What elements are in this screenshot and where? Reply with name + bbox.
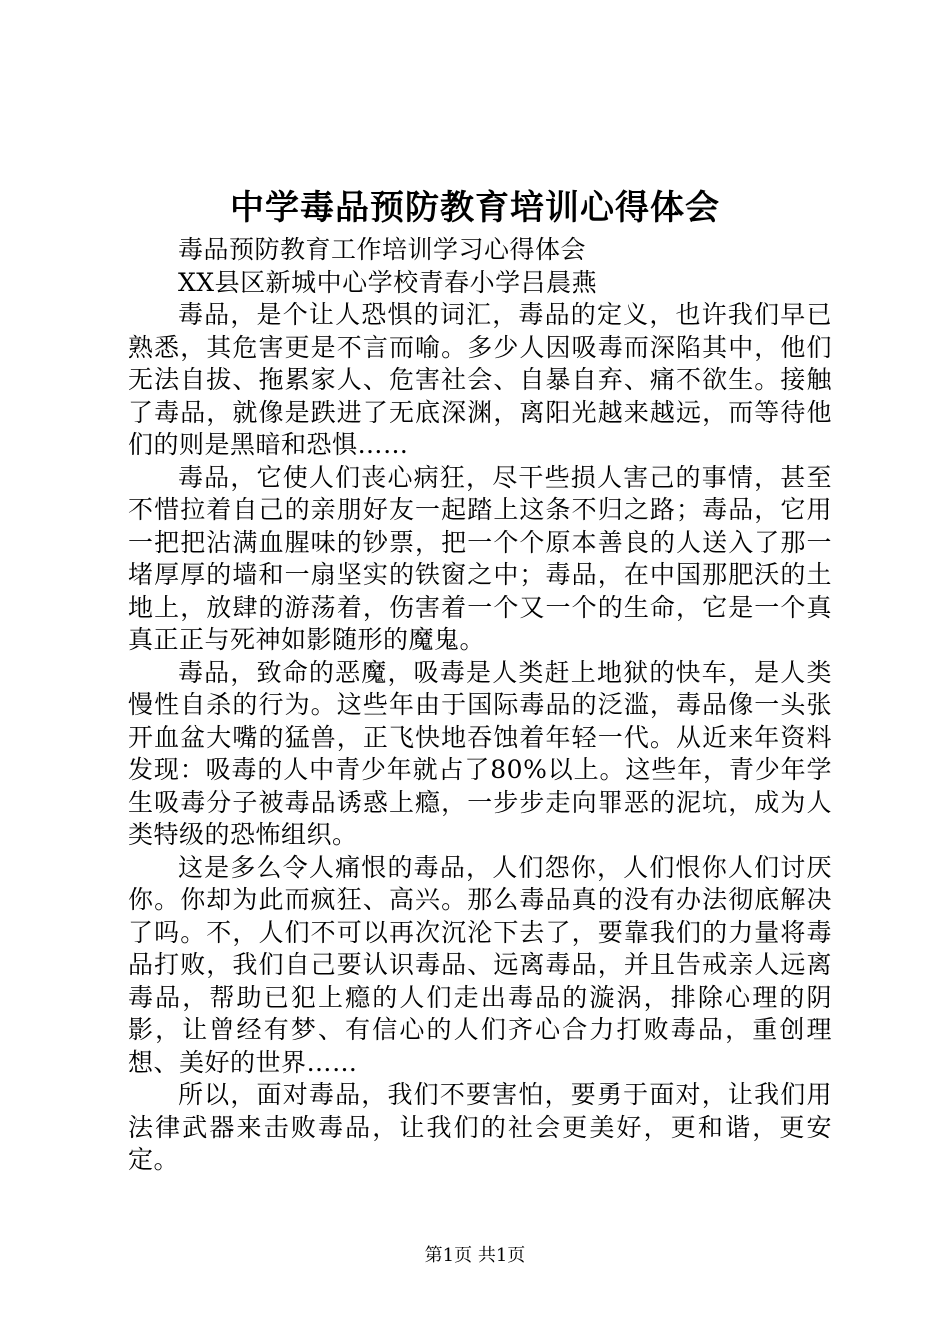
subtitle-paragraph: 毒品预防教育工作培训学习心得体会 [178,235,587,264]
document-body [128,234,832,1177]
body-paragraph-4: 这是多么令人痛恨的毒品，人们怨你，人们恨你人们讨厌你。你却为此而疯狂、高兴。那么毒品真的没有办法彻底解决了吗。不，人们不可以再次沉沦下去了，要靠我们的力量将毒品打败，我们自己要认识毒品、远离毒品，并且告戒亲人远离毒品，帮助已犯上瘾的人们走出毒品的漩涡，排除心理的阴影，让曾经有梦、有信心的人们齐心合力打败毒品，重创理想、美好的世界…… [128,852,832,1077]
body-paragraph-3: 毒品，致命的恶魔，吸毒是人类赶上地狱的快车，是人类慢性自杀的行为。这些年由于国际毒品的泛滥，毒品像一头张开血盆大嘴的猛兽，正飞快地吞蚀着年轻一代。从近来年资料发现：吸毒的人中青少年就占了80%以上。这些年，青少年学生吸毒分子被毒品诱惑上瘾，一步步走向罪恶的泥坑，成为人类特级的恐怖组织。 [128,657,832,849]
body-paragraph-5: 所以，面对毒品，我们不要害怕，要勇于面对，让我们用法律武器来击败毒品，让我们的社会更美好，更和谐，更安定。 [128,1080,832,1174]
document-title: 中学毒品预防教育培训心得体会 [230,188,720,228]
body-paragraph-2: 毒品，它使人们丧心病狂，尽干些损人害己的事情，甚至不惜拉着自己的亲朋好友一起踏上这条不归之路；毒品，它用一把把沾满血腥味的钞票，把一个个原本善良的人送入了那一堵厚厚的墙和一扇坚实的铁窗之中；毒品，在中国那肥沃的土地上，放肆的游荡着，伤害着一个又一个的生命，它是一个真真正正与死神如影随形的魔鬼。 [128,462,832,654]
page-footer: 第1页 共1页 [424,1245,526,1266]
body-paragraph-1: 毒品，是个让人恐惧的词汇，毒品的定义，也许我们早已熟悉，其危害更是不言而喻。多少人因吸毒而深陷其中，他们无法自拔、拖累家人、危害社会、自暴自弃、痛不欲生。接触了毒品，就像是跌进了无底深渊，离阳光越来越远，而等待他们的则是黑暗和恐惧…… [128,300,832,459]
author-line: XX县区新城中心学校青春小学吕晨燕 [178,267,598,297]
